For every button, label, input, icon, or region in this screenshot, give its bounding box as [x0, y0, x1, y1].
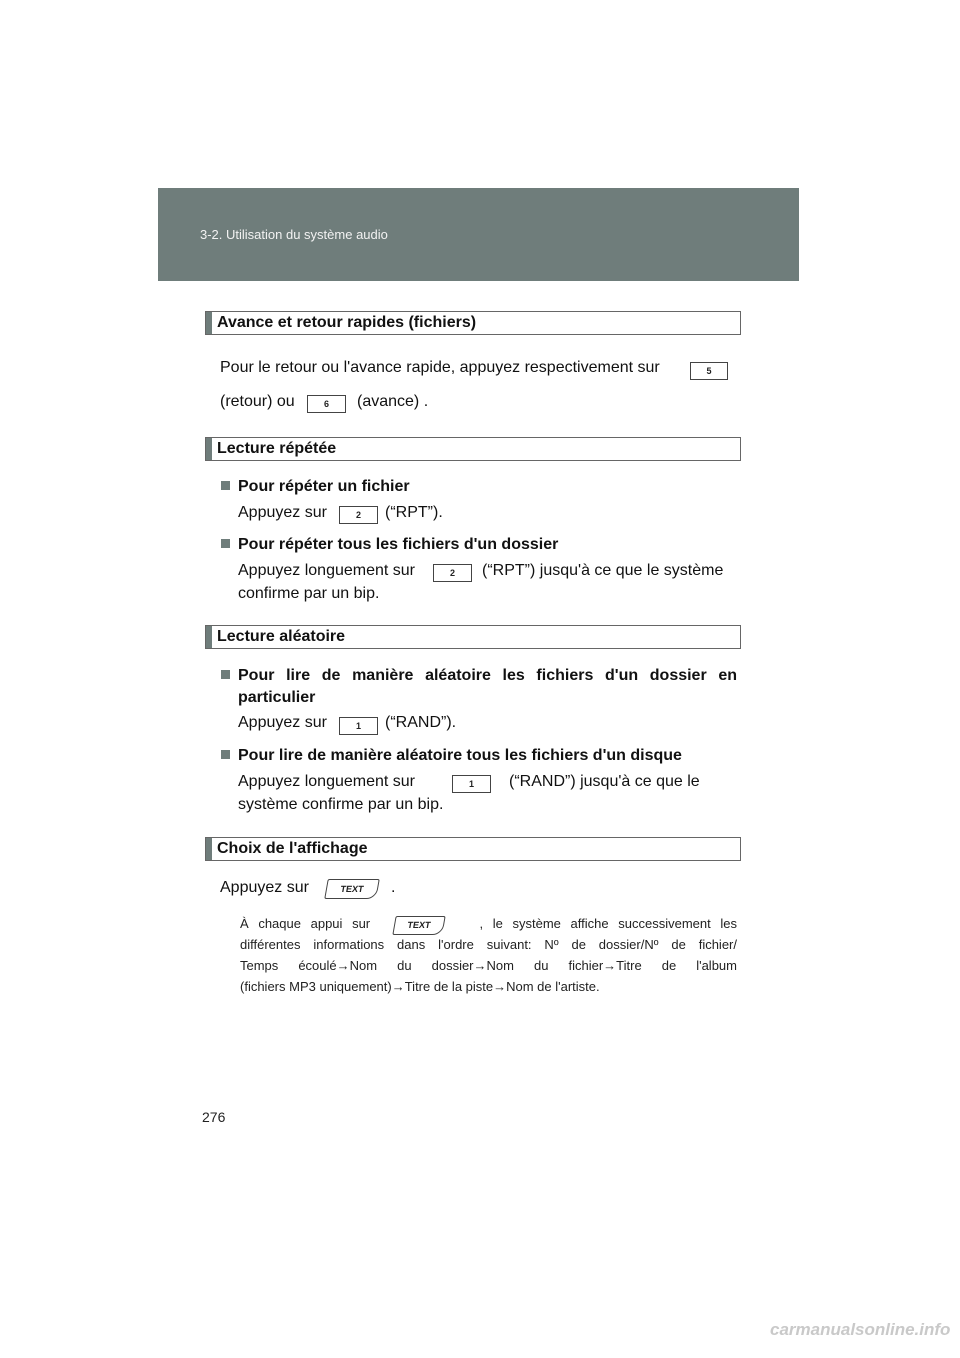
- watermark: carmanualsonline.info: [770, 1320, 951, 1339]
- random-text-1b: (“RAND”).: [385, 714, 457, 731]
- random-subheading-2: Pour lire de manière aléatoire tous les fichiers d'un disque: [221, 747, 682, 765]
- chapter-header: [158, 188, 799, 281]
- page-number: 276: [202, 1109, 226, 1125]
- repeat-subheading-1: Pour répéter un fichier: [221, 478, 410, 496]
- key-1-icon: 1: [452, 775, 491, 793]
- display-note: [240, 913, 737, 997]
- note-line-2: différentes informations dans l'ordre suivant: Nº de dossier/Nº de fichier/: [240, 937, 737, 952]
- square-bullet-icon: [221, 539, 230, 548]
- heading-marker: [206, 312, 212, 334]
- heading-marker: [206, 838, 212, 860]
- random-subheading-1-line2: particulier: [238, 689, 316, 706]
- section-heading-display: [205, 837, 741, 861]
- repeat-text-2c: confirme par un bip.: [238, 585, 380, 602]
- note-line-3: Temps écoulé→Nom du dossier→Nom du fichier→Titre de l'album: [240, 958, 737, 973]
- section-title: Lecture aléatoire: [217, 628, 346, 645]
- text-key-icon: TEXT: [392, 916, 445, 935]
- random-text-2a: Appuyez longuement sur: [238, 773, 415, 790]
- section-title: Avance et retour rapides (fichiers): [217, 314, 477, 331]
- key-1-icon: 1: [339, 717, 378, 735]
- section-heading-random: [205, 625, 741, 649]
- section-heading-fast: [205, 311, 741, 335]
- heading-marker: [206, 438, 212, 460]
- square-bullet-icon: [221, 481, 230, 490]
- section-heading-repeat: [205, 437, 741, 461]
- repeat-text-1a: Appuyez sur: [238, 504, 327, 521]
- random-text-2b: (“RAND”) jusqu'à ce que le: [509, 773, 700, 790]
- repeat-text-2a: Appuyez longuement sur: [238, 562, 415, 579]
- note-line-4: (fichiers MP3 uniquement)→Titre de la piste→Nom de l'artiste.: [240, 979, 600, 994]
- section-title: Choix de l'affichage: [217, 840, 368, 857]
- fast-text-retour: (retour) ou: [220, 393, 295, 410]
- random-text-1a: Appuyez sur: [238, 714, 327, 731]
- key-5-icon: 5: [690, 362, 728, 380]
- random-subheading-1-line1: Pour lire de manière aléatoire les fichiers d'un dossier en: [221, 667, 737, 685]
- square-bullet-icon: [221, 670, 230, 679]
- breadcrumb: 3-2. Utilisation du système audio: [200, 227, 388, 242]
- text-key-icon: TEXT: [324, 879, 380, 899]
- fast-text-avance: (avance) .: [357, 393, 429, 410]
- square-bullet-icon: [221, 750, 230, 759]
- display-text-b: .: [391, 879, 396, 896]
- note-line-1: À chaque appui sur , le système affiche successivement les: [240, 916, 737, 931]
- key-6-icon: 6: [307, 395, 346, 413]
- heading-marker: [206, 626, 212, 648]
- display-text-a: Appuyez sur: [220, 879, 309, 896]
- key-2-icon: 2: [433, 564, 472, 582]
- fast-text-line1: Pour le retour ou l'avance rapide, appuyez respectivement sur: [220, 359, 660, 376]
- random-text-2c: système confirme par un bip.: [238, 796, 444, 813]
- key-2-icon: 2: [339, 506, 378, 524]
- repeat-text-1b: (“RPT”).: [385, 504, 443, 521]
- section-title: Lecture répétée: [217, 440, 337, 457]
- repeat-subheading-2: Pour répéter tous les fichiers d'un dossier: [221, 536, 558, 554]
- repeat-text-2b: (“RPT”) jusqu'à ce que le système: [482, 562, 724, 579]
